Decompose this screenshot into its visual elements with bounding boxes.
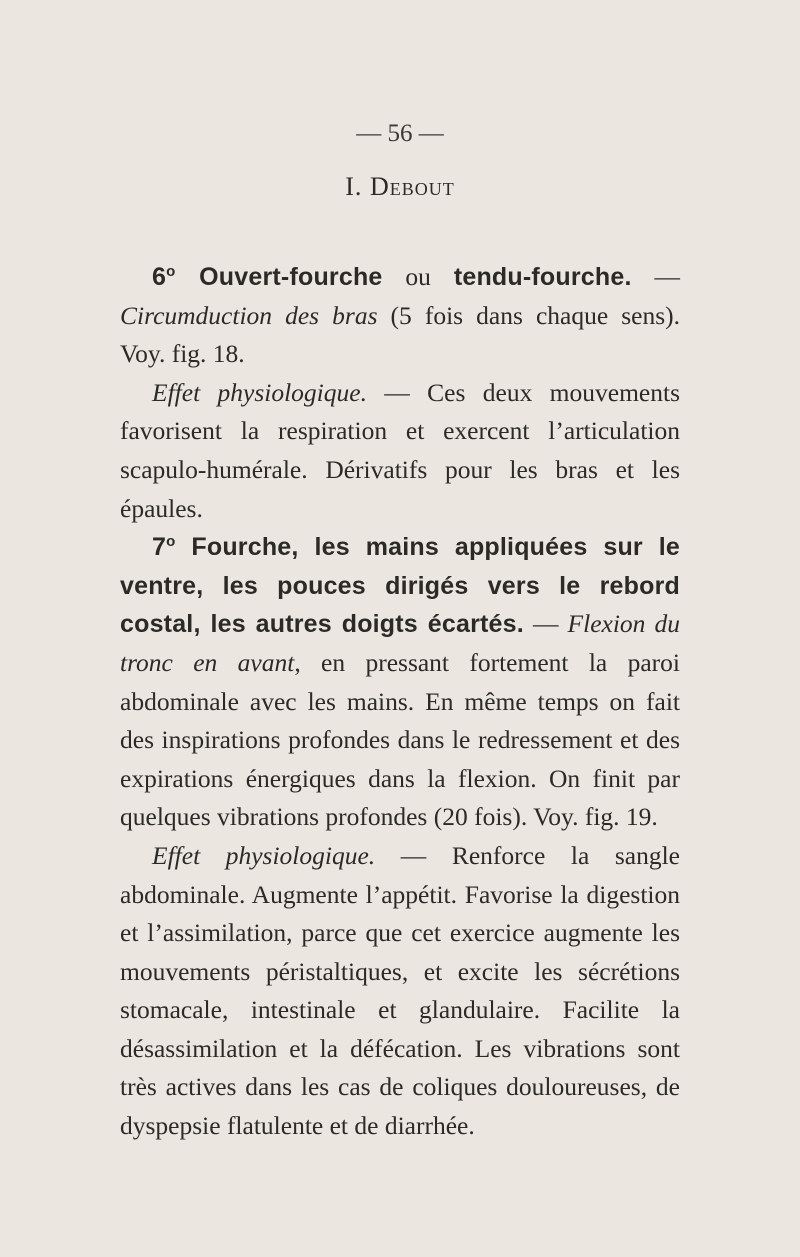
- exercise-6-detail: (5 fois dans chaque sens). Voy. fig. 18.: [120, 300, 680, 369]
- exercise-6-number: 6$^o$: [152, 263, 176, 291]
- exercise-6-effect: [120, 374, 680, 528]
- exercise-7-paragraph: 7$^o$ Fourche, les mains appliquées sur le ventre, les pouces dirigés vers le rebord costal, les autres doigts écartés. — Flexion du tronc en avant, en pressant fortement la paroi abdominale avec les mains. En même temps on fait des inspirations profondes dans le redressement et des expirations énergiques dans la flexion. On finit par quelques vibrations profondes (20 fois). Voy. fig. 19.: [120, 533, 680, 832]
- section-number: I.: [345, 172, 363, 201]
- exercise-7-movement: Flexion du tronc en avant: [120, 609, 680, 677]
- exercise-6-heading-2: tendu-fourche.: [453, 263, 632, 291]
- body-text: [120, 258, 680, 1146]
- exercise-6-effect-label: Effet physiologique.: [152, 377, 367, 407]
- exercise-7-heading: Fourche, les mains appliquées sur le ventre, les pouces dirigés vers le rebord costal, les autres doigts écartés.: [120, 533, 680, 639]
- exercise-7-detail: , en pressant fortement la paroi abdominale avec les mains. En même temps on fait des inspirations profondes dans le redressement et des expirations énergiques dans la flexion. On finit par quelques vibrations profondes (20 fois). Voy. fig. 19.: [120, 647, 680, 832]
- exercise-6-effect-text: — Ces deux mouvements favorisent la respiration et exercent l’articulation scapulo-humérale. Dérivatifs pour les bras et les épaules.: [120, 377, 680, 523]
- exercise-6-movement: Circumduction des bras: [120, 300, 378, 330]
- exercise-6-paragraph: 6$^o$ Ouvert-fourche ou tendu-fourche. — Circumduction des bras (5 fois dans chaque sens). Voy. fig. 18.: [120, 262, 681, 369]
- exercise-7-effect-text: — Renforce la sangle abdominale. Augmente l’appétit. Favorise la digestion et l’assimilation, parce que cet exercice augmente les mouvements péristaltiques, et excite les sécrétions stomacale, intestinale et glandulaire. Facilite la désassimilation et la défécation. Les vibrations sont très actives dans les cas de coliques douloureuses, de dyspepsie flatulente et de diarrhée.: [120, 840, 680, 1141]
- page-number: — 56 —: [356, 120, 444, 147]
- exercise-7-number: 7$^o$: [152, 533, 176, 562]
- exercise-6-heading: Ouvert-fourche: [199, 263, 383, 291]
- section-title: Debout: [369, 172, 455, 201]
- section-heading: [0, 172, 800, 202]
- exercise-7-effect: [120, 837, 680, 1146]
- exercise-7-effect-label: Effet physiologique.: [152, 840, 376, 870]
- exercise-6-connector: ou: [382, 262, 454, 291]
